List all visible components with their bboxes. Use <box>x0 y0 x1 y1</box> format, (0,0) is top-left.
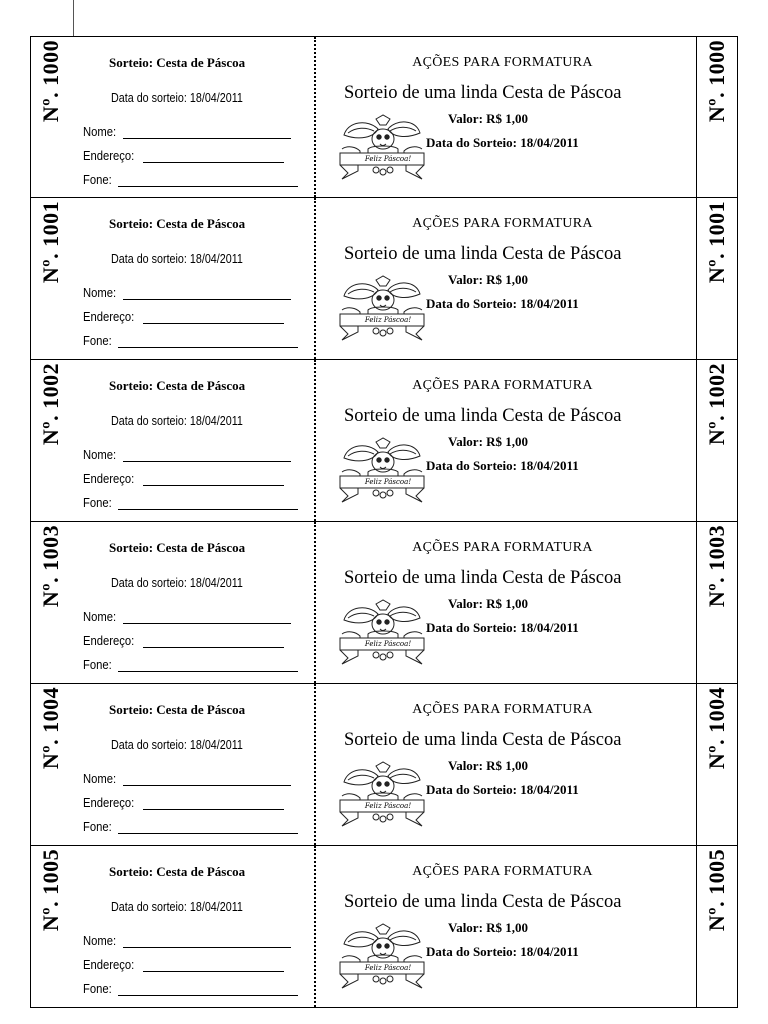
address-line[interactable] <box>143 472 284 486</box>
raffle-ticket-2 <box>30 360 738 522</box>
ticket-number-label: Nº. 1000 <box>704 39 729 123</box>
phone-label: Fone: <box>83 820 112 834</box>
name-field[interactable] <box>83 286 291 300</box>
easter-bunny-icon <box>338 274 426 346</box>
ticket-price: Valor: R$ 1,00 <box>448 920 529 935</box>
ticket-header: AÇÕES PARA FORMATURA <box>412 55 593 70</box>
ticket-number-label: Nº. 1003 <box>38 524 63 608</box>
ticket-price: Valor: R$ 1,00 <box>448 272 529 287</box>
ticket-draw-date: Data do Sorteio: 18/04/2011 <box>426 135 579 150</box>
ticket-number-label: Nº. 1002 <box>704 362 729 446</box>
ticket-main <box>316 360 689 521</box>
phone-label: Fone: <box>83 496 112 510</box>
ticket-number-label: Nº. 1000 <box>38 39 63 123</box>
stub-draw-date: Data do sorteio: 18/04/2011 <box>111 738 243 752</box>
banner-text: Feliz Páscoa! <box>364 155 412 163</box>
ticket-header: AÇÕES PARA FORMATURA <box>412 702 593 717</box>
address-line[interactable] <box>143 958 284 972</box>
address-field[interactable] <box>83 634 284 648</box>
ticket-stub <box>71 684 314 845</box>
address-field[interactable] <box>83 958 284 972</box>
ticket-draw-date: Data do Sorteio: 18/04/2011 <box>426 458 579 473</box>
address-label: Endereço: <box>83 310 135 324</box>
ticket-number-left <box>31 198 71 359</box>
ticket-price: Valor: R$ 1,00 <box>448 111 529 126</box>
raffle-ticket-5 <box>30 846 738 1008</box>
name-label: Nome: <box>83 934 117 948</box>
ticket-number-label: Nº. 1004 <box>38 686 63 770</box>
ticket-price: Valor: R$ 1,00 <box>448 596 529 611</box>
address-line[interactable] <box>143 796 284 810</box>
banner-text: Feliz Páscoa! <box>364 478 412 486</box>
ticket-title: Sorteio de uma linda Cesta de Páscoa <box>344 83 622 103</box>
name-label: Nome: <box>83 610 117 624</box>
name-line[interactable] <box>123 286 291 300</box>
name-line[interactable] <box>123 934 291 948</box>
raffle-ticket-3 <box>30 522 738 684</box>
ticket-number-label: Nº. 1005 <box>704 848 729 932</box>
phone-line[interactable] <box>118 820 298 834</box>
name-field[interactable] <box>83 448 291 462</box>
banner-text: Feliz Páscoa! <box>364 640 412 648</box>
banner-text: Feliz Páscoa! <box>364 802 412 810</box>
name-field[interactable] <box>83 610 291 624</box>
ticket-draw-date: Data do Sorteio: 18/04/2011 <box>426 296 579 311</box>
name-line[interactable] <box>123 125 291 139</box>
ticket-number-label: Nº. 1003 <box>704 524 729 608</box>
ticket-price: Valor: R$ 1,00 <box>448 758 529 773</box>
stub-draw-date: Data do sorteio: 18/04/2011 <box>111 576 243 590</box>
address-field[interactable] <box>83 472 284 486</box>
stub-draw-date: Data do sorteio: 18/04/2011 <box>111 252 243 266</box>
ticket-header: AÇÕES PARA FORMATURA <box>412 216 593 231</box>
address-line[interactable] <box>143 149 284 163</box>
ticket-number-label: Nº. 1004 <box>704 686 729 770</box>
address-field[interactable] <box>83 310 284 324</box>
phone-field[interactable] <box>83 820 298 834</box>
ticket-draw-date: Data do Sorteio: 18/04/2011 <box>426 782 579 797</box>
address-label: Endereço: <box>83 796 135 810</box>
ticket-number-right <box>696 684 737 845</box>
ticket-main <box>316 522 689 683</box>
ticket-header: AÇÕES PARA FORMATURA <box>412 540 593 555</box>
name-line[interactable] <box>123 610 291 624</box>
ticket-sheet <box>30 36 738 1008</box>
ticket-number-right <box>696 37 737 197</box>
stub-title: Sorteio: Cesta de Páscoa <box>109 216 246 231</box>
page-margin-line <box>73 0 74 36</box>
phone-line[interactable] <box>118 658 298 672</box>
name-field[interactable] <box>83 772 291 786</box>
name-line[interactable] <box>123 448 291 462</box>
name-label: Nome: <box>83 125 117 139</box>
ticket-number-label: Nº. 1005 <box>38 848 63 932</box>
ticket-number-right <box>696 360 737 521</box>
address-label: Endereço: <box>83 958 135 972</box>
phone-line[interactable] <box>118 982 298 996</box>
name-label: Nome: <box>83 448 117 462</box>
phone-line[interactable] <box>118 334 298 348</box>
ticket-stub <box>71 360 314 521</box>
ticket-number-right <box>696 198 737 359</box>
ticket-stub <box>71 198 314 359</box>
phone-field[interactable] <box>83 982 298 996</box>
ticket-number-left <box>31 360 71 521</box>
ticket-number-label: Nº. 1001 <box>704 200 729 284</box>
name-field[interactable] <box>83 934 291 948</box>
address-label: Endereço: <box>83 472 135 486</box>
phone-field[interactable] <box>83 496 298 510</box>
ticket-draw-date: Data do Sorteio: 18/04/2011 <box>426 620 579 635</box>
banner-text: Feliz Páscoa! <box>364 964 412 972</box>
ticket-number-right <box>696 522 737 683</box>
ticket-number-left <box>31 37 71 197</box>
stub-draw-date: Data do sorteio: 18/04/2011 <box>111 900 243 914</box>
phone-label: Fone: <box>83 334 112 348</box>
address-label: Endereço: <box>83 634 135 648</box>
phone-field[interactable] <box>83 173 298 187</box>
name-label: Nome: <box>83 772 117 786</box>
ticket-title: Sorteio de uma linda Cesta de Páscoa <box>344 892 622 912</box>
phone-line[interactable] <box>118 496 298 510</box>
phone-label: Fone: <box>83 658 112 672</box>
ticket-number-left <box>31 846 71 1007</box>
stub-title: Sorteio: Cesta de Páscoa <box>109 702 246 717</box>
ticket-header: AÇÕES PARA FORMATURA <box>412 378 593 393</box>
raffle-ticket-1 <box>30 198 738 360</box>
ticket-title: Sorteio de uma linda Cesta de Páscoa <box>344 406 622 426</box>
easter-bunny-icon <box>338 113 426 185</box>
name-field[interactable] <box>83 125 291 139</box>
ticket-main <box>316 198 689 359</box>
raffle-ticket-4 <box>30 684 738 846</box>
address-label: Endereço: <box>83 149 135 163</box>
stub-title: Sorteio: Cesta de Páscoa <box>109 864 246 879</box>
stub-title: Sorteio: Cesta de Páscoa <box>109 378 246 393</box>
ticket-price: Valor: R$ 1,00 <box>448 434 529 449</box>
name-label: Nome: <box>83 286 117 300</box>
address-line[interactable] <box>143 310 284 324</box>
easter-bunny-icon <box>338 598 426 670</box>
ticket-number-right <box>696 846 737 1007</box>
ticket-main <box>316 846 689 1007</box>
ticket-number-label: Nº. 1002 <box>38 362 63 446</box>
stub-title: Sorteio: Cesta de Páscoa <box>109 55 246 70</box>
ticket-stub <box>71 846 314 1007</box>
easter-bunny-icon <box>338 922 426 994</box>
ticket-number-label: Nº. 1001 <box>38 200 63 284</box>
ticket-title: Sorteio de uma linda Cesta de Páscoa <box>344 568 622 588</box>
stub-title: Sorteio: Cesta de Páscoa <box>109 540 246 555</box>
ticket-title: Sorteio de uma linda Cesta de Páscoa <box>344 730 622 750</box>
address-field[interactable] <box>83 796 284 810</box>
easter-bunny-icon <box>338 760 426 832</box>
ticket-main <box>316 37 689 197</box>
banner-text: Feliz Páscoa! <box>364 316 412 324</box>
ticket-title: Sorteio de uma linda Cesta de Páscoa <box>344 244 622 264</box>
easter-bunny-icon <box>338 436 426 508</box>
phone-line[interactable] <box>118 173 298 187</box>
phone-label: Fone: <box>83 982 112 996</box>
ticket-main <box>316 684 689 845</box>
ticket-stub <box>71 37 314 197</box>
phone-field[interactable] <box>83 334 298 348</box>
ticket-number-left <box>31 684 71 845</box>
phone-field[interactable] <box>83 658 298 672</box>
ticket-number-left <box>31 522 71 683</box>
stub-draw-date: Data do sorteio: 18/04/2011 <box>111 91 243 105</box>
ticket-draw-date: Data do Sorteio: 18/04/2011 <box>426 944 579 959</box>
ticket-header: AÇÕES PARA FORMATURA <box>412 864 593 879</box>
raffle-ticket-0 <box>30 36 738 198</box>
ticket-stub <box>71 522 314 683</box>
address-line[interactable] <box>143 634 284 648</box>
stub-draw-date: Data do sorteio: 18/04/2011 <box>111 414 243 428</box>
name-line[interactable] <box>123 772 291 786</box>
phone-label: Fone: <box>83 173 112 187</box>
address-field[interactable] <box>83 149 284 163</box>
